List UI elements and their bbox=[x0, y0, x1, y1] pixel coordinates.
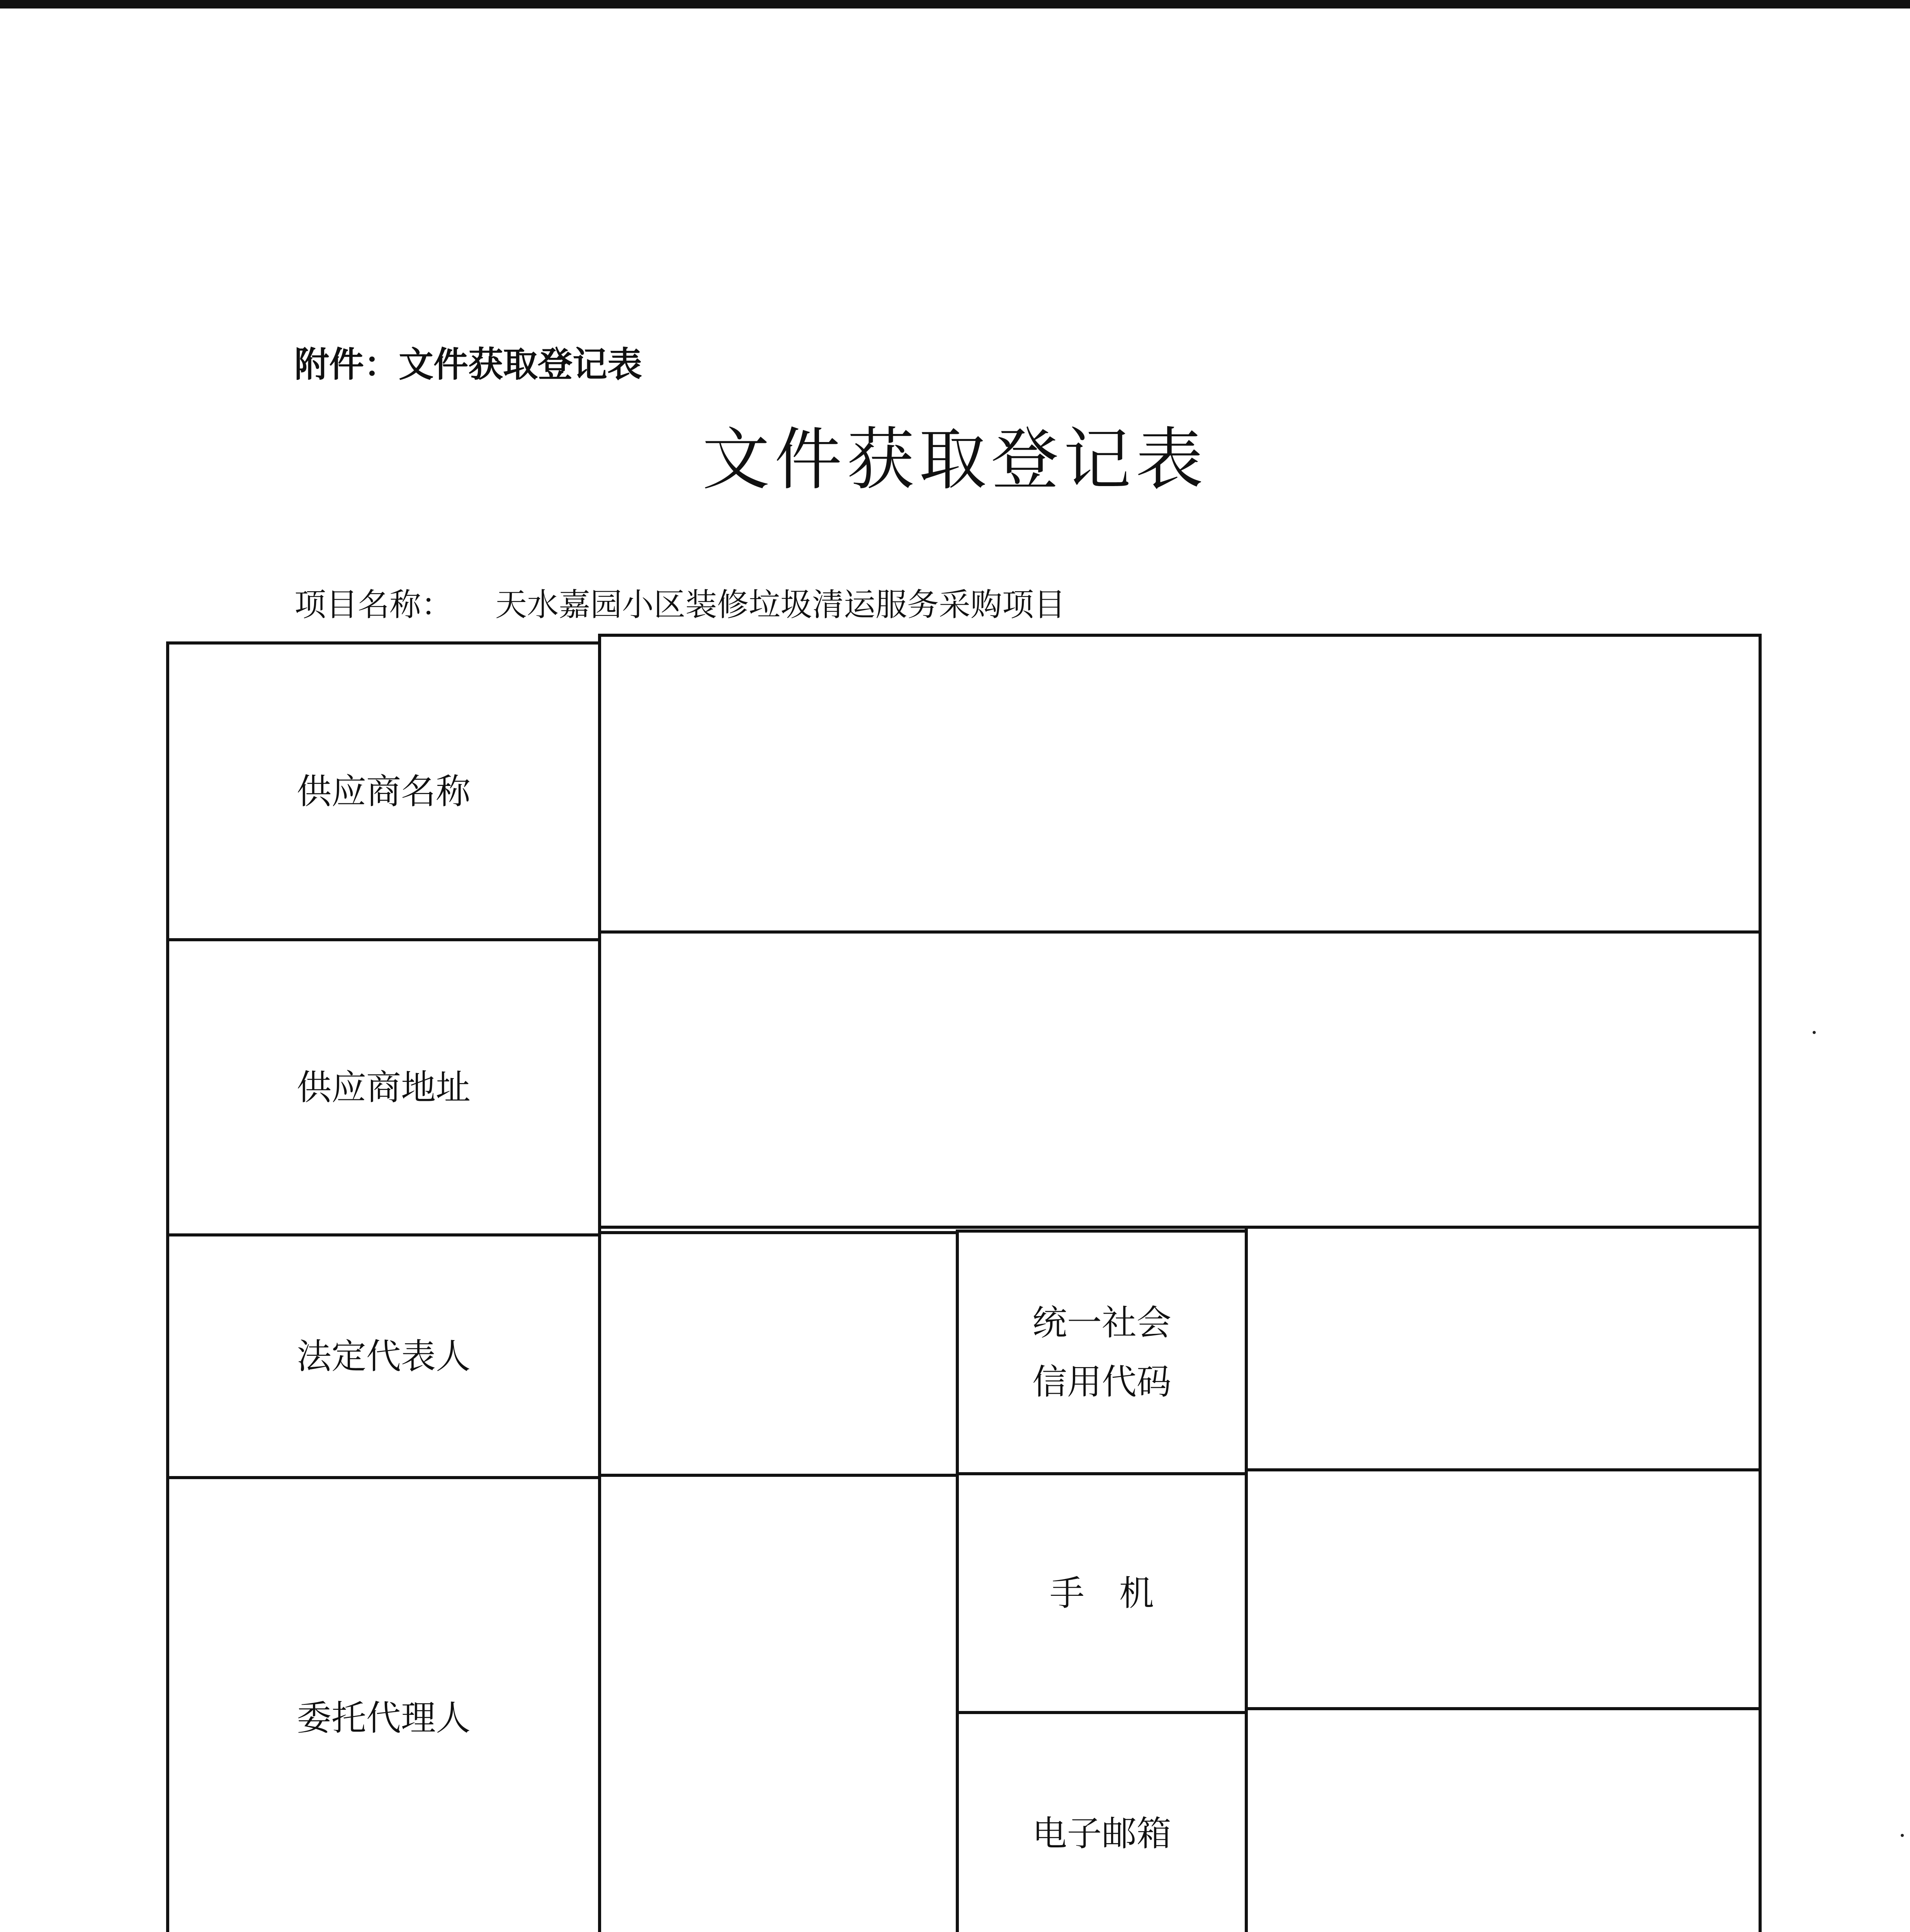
agent-label: 委托代理人 bbox=[297, 1697, 471, 1738]
project-name: 天水嘉园小区装修垃圾清运服务采购项目 bbox=[495, 587, 1066, 623]
credit-code-label-line2: 信用代码 bbox=[1032, 1362, 1171, 1402]
supplier-address-value-cell[interactable] bbox=[598, 930, 1762, 1229]
scan-top-edge bbox=[0, 0, 1910, 9]
supplier-name-label: 供应商名称 bbox=[297, 771, 471, 812]
email-label: 电子邮箱 bbox=[1032, 1813, 1171, 1854]
supplier-name-value-cell[interactable] bbox=[598, 634, 1762, 934]
credit-code-label bbox=[959, 1233, 1245, 1472]
legal-rep-label: 法定代表人 bbox=[297, 1336, 471, 1377]
phone-value-cell[interactable] bbox=[1245, 1468, 1762, 1710]
supplier-address-label: 供应商地址 bbox=[297, 1067, 471, 1108]
attachment-heading: 附件：文件获取登记表 bbox=[294, 344, 642, 385]
agent-value-cell[interactable] bbox=[598, 1474, 959, 1932]
credit-code-value-cell[interactable] bbox=[1245, 1226, 1762, 1471]
email-value-cell[interactable] bbox=[1245, 1707, 1762, 1932]
credit-code-label-line1: 统一社会 bbox=[1032, 1303, 1171, 1343]
form-title: 文件获取登记表 bbox=[702, 421, 1208, 499]
scan-speck bbox=[1901, 1834, 1904, 1837]
project-label: 项目名称： bbox=[294, 587, 453, 623]
legal-rep-value-cell[interactable] bbox=[598, 1231, 959, 1477]
project-line bbox=[294, 580, 1065, 625]
scan-speck bbox=[1813, 1031, 1816, 1034]
phone-label: 手 机 bbox=[1050, 1573, 1154, 1614]
